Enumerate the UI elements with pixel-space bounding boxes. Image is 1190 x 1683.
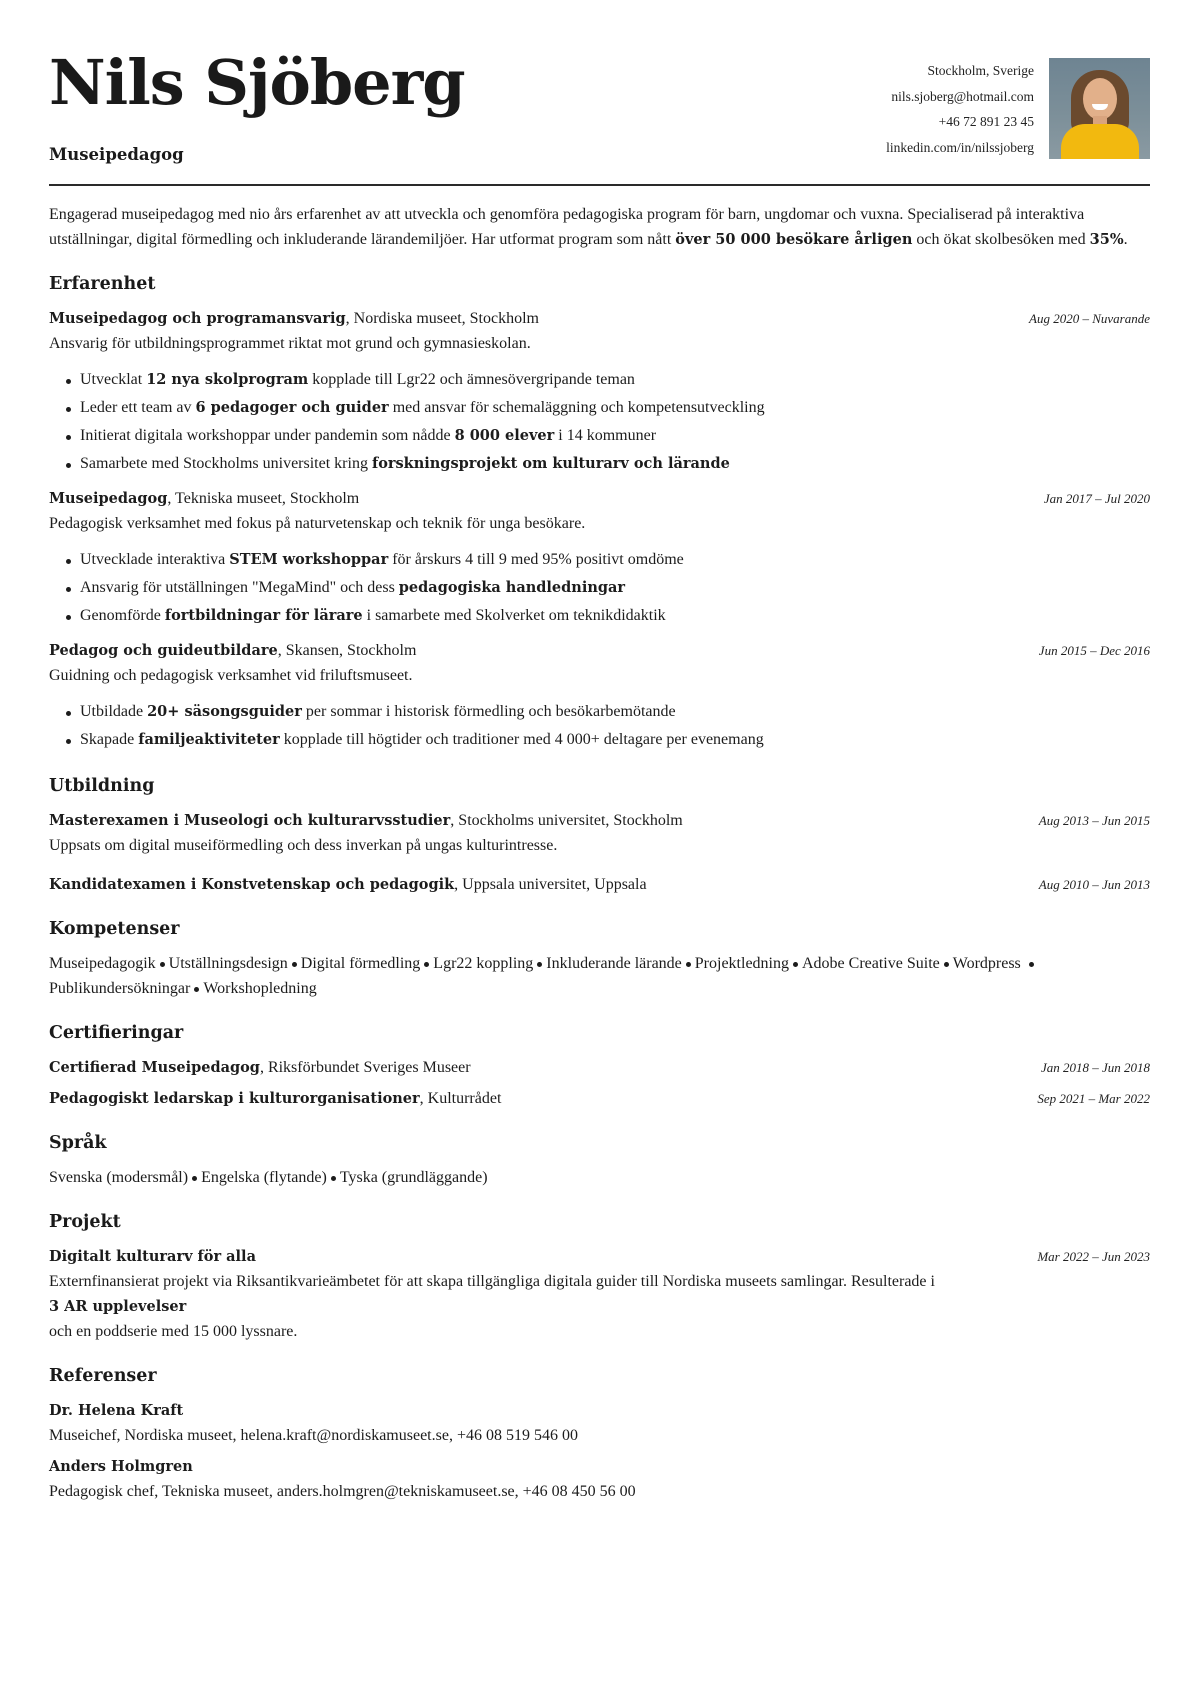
project-title-line	[49, 1244, 256, 1269]
reference-detail: Museichef, Nordiska museet, helena.kraft@nordiskamuseet.se, +46 08 519 546 00	[49, 1427, 578, 1444]
job-role: Museipedagog	[49, 490, 168, 507]
certification-date: Sep 2021 – Mar 2022	[1037, 1091, 1150, 1106]
resume-page	[49, 0, 1150, 1504]
project-date: Mar 2022 – Jun 2023	[1037, 1249, 1150, 1264]
bullet-separator-icon	[944, 962, 949, 967]
project-description-cont: och en poddserie med 15 000 lyssnare.	[49, 1323, 298, 1340]
reference-name: Dr. Helena Kraft	[49, 1402, 184, 1419]
reference-entry	[49, 1398, 1150, 1448]
bullet-separator-icon	[424, 962, 429, 967]
projects-section	[49, 1212, 1150, 1344]
education-date: Aug 2010 – Jun 2013	[1038, 877, 1150, 892]
job-description: Pedagogisk verksamhet med fokus på naturvetenskap och teknik för unga besökare.	[49, 515, 586, 532]
candidate-title: Museipedagog	[49, 145, 184, 164]
skills-section	[49, 919, 1150, 1001]
education-date: Aug 2013 – Jun 2015	[1038, 813, 1150, 828]
certification-date: Jan 2018 – Jun 2018	[1040, 1060, 1150, 1075]
bullet-separator-icon	[686, 962, 691, 967]
contact-location: Stockholm, Sverige	[927, 63, 1034, 78]
skill-item: Adobe Creative Suite	[802, 955, 940, 972]
job-bullets	[49, 366, 1150, 478]
bullet-separator-icon	[192, 1176, 197, 1181]
bullet-separator-icon	[331, 1176, 336, 1181]
education-entry	[49, 808, 1150, 858]
certification-name: Certifierad Museipedagog	[49, 1059, 260, 1076]
skill-item: Utställningsdesign	[168, 955, 288, 972]
project-entry	[49, 1244, 1150, 1344]
skill-item: Workshopledning	[203, 980, 317, 997]
certification-name: Pedagogiskt ledarskap i kulturorganisationer	[49, 1090, 420, 1107]
skill-item: Wordpress	[952, 955, 1021, 972]
bullet-item: Utvecklat 12 nya skolprogram kopplade till Lgr22 och ämnesövergripande teman	[49, 366, 1150, 394]
job-bullets	[49, 546, 1150, 630]
section-heading-languages: Språk	[49, 1133, 107, 1153]
job-bullets	[49, 698, 1150, 754]
job-title-line	[49, 486, 359, 511]
bullet-separator-icon	[160, 962, 165, 967]
job-date: Jun 2015 – Dec 2016	[1038, 643, 1150, 658]
bullet-separator-icon	[793, 962, 798, 967]
skill-item: Lgr22 koppling	[433, 955, 534, 972]
bullet-separator-icon	[194, 987, 199, 992]
job-role: Museipedagog och programansvarig	[49, 310, 346, 327]
education-section	[49, 776, 1150, 897]
job-entry	[49, 306, 1150, 478]
job-description: Guidning och pedagogisk verksamhet vid friluftsmuseet.	[49, 667, 413, 684]
certification-title-line	[49, 1086, 501, 1111]
job-title-line	[49, 306, 539, 331]
certification-title-line	[49, 1055, 471, 1080]
bullet-item: Utvecklade interaktiva STEM workshoppar för årskurs 4 till 9 med 95% positivt omdöme	[49, 546, 1150, 574]
contact-phone: +46 72 891 23 45	[938, 114, 1034, 129]
education-entry	[49, 872, 1150, 897]
profile-photo	[1049, 58, 1150, 159]
section-heading-education: Utbildning	[49, 776, 155, 796]
skill-item: Digital förmedling	[300, 955, 421, 972]
references-section	[49, 1366, 1150, 1504]
summary-highlight: över 50 000 besökare årligen	[675, 231, 913, 248]
job-title-line	[49, 638, 416, 663]
education-title-line	[49, 808, 683, 833]
section-heading-projects: Projekt	[49, 1212, 121, 1232]
language-item: Svenska (modersmål)	[49, 1169, 189, 1186]
language-item: Engelska (flytande)	[201, 1169, 327, 1186]
certification-issuer: , Kulturrådet	[419, 1090, 502, 1107]
bullet-separator-icon	[1029, 962, 1034, 967]
certification-entry	[49, 1055, 1150, 1080]
job-place: , Nordiska museet, Stockholm	[345, 310, 539, 327]
resume-header	[49, 0, 1150, 186]
reference-name: Anders Holmgren	[49, 1458, 193, 1475]
summary-text: .	[1123, 231, 1128, 248]
education-description: Uppsats om digital museiförmedling och dess inverkan på ungas kulturintresse.	[49, 837, 558, 854]
bullet-separator-icon	[292, 962, 297, 967]
contact-linkedin[interactable]: linkedin.com/in/nilssjoberg	[886, 139, 1034, 155]
bullet-item: Initierat digitala workshoppar under pandemin som nådde 8 000 elever i 14 kommuner	[49, 422, 1150, 450]
contact-email[interactable]: nils.sjoberg@hotmail.com	[891, 88, 1034, 104]
bullet-item: Ansvarig för utställningen "MegaMind" och dess pedagogiska handledningar	[49, 574, 1150, 602]
education-title-line	[49, 872, 647, 897]
summary-text: och ökat skolbesöken med	[912, 231, 1090, 248]
skills-list	[49, 951, 1150, 1001]
project-name: Digitalt kulturarv för alla	[49, 1248, 256, 1265]
summary	[49, 202, 1150, 252]
skill-item: Inkluderande lärande	[546, 955, 682, 972]
job-description: Ansvarig för utbildningsprogrammet riktat mot grund och gymnasieskolan.	[49, 335, 531, 352]
skill-item: Publikundersökningar	[49, 980, 191, 997]
reference-detail: Pedagogisk chef, Tekniska museet, anders.holmgren@tekniskamuseet.se, +46 08 450 56 00	[49, 1483, 636, 1500]
summary-highlight: 35%	[1089, 231, 1124, 248]
certifications-section	[49, 1023, 1150, 1111]
bullet-item: Genomförde fortbildningar för lärare i samarbete med Skolverket om teknikdidaktik	[49, 602, 1150, 630]
bullet-item: Samarbete med Stockholms universitet kring forskningsprojekt om kulturarv och lärande	[49, 450, 1150, 478]
skill-item: Projektledning	[694, 955, 789, 972]
school-place: , Stockholms universitet, Stockholm	[450, 812, 683, 829]
degree-name: Kandidatexamen i Konstvetenskap och pedagogik	[49, 876, 455, 893]
job-date: Aug 2020 – Nuvarande	[1029, 311, 1150, 326]
section-heading-references: Referenser	[49, 1366, 157, 1386]
job-place: , Skansen, Stockholm	[277, 642, 417, 659]
bullet-item: Utbildade 20+ säsongsguider per sommar i historisk förmedling och besökarbemötande	[49, 698, 1150, 726]
photo-face-shape	[1083, 78, 1117, 120]
candidate-name: Nils Sjöberg	[49, 46, 465, 119]
certification-entry	[49, 1086, 1150, 1111]
job-date: Jan 2017 – Jul 2020	[1043, 491, 1150, 506]
reference-entry	[49, 1454, 1150, 1504]
section-heading-skills: Kompetenser	[49, 919, 180, 939]
job-entry	[49, 486, 1150, 630]
job-place: , Tekniska museet, Stockholm	[167, 490, 360, 507]
bullet-separator-icon	[537, 962, 542, 967]
languages-section	[49, 1133, 1150, 1190]
section-heading-certifications: Certifieringar	[49, 1023, 184, 1043]
skill-item: Museipedagogik	[49, 955, 156, 972]
bullet-item: Skapade familjeaktiviteter kopplade till högtider och traditioner med 4 000+ deltagare per evenemang	[49, 726, 1150, 754]
job-entry	[49, 638, 1150, 754]
summary-text: Engagerad museipedagog med nio års erfarenhet av att utveckla och genomföra pedagogiska program för barn, ungdomar och vuxna. Specialiserad på interaktiva utställningar, digital förmedling och inkluderande lärandemiljöer. Har utformat program som nått	[49, 206, 1085, 248]
project-description: Externfinansierat projekt via Riksantikvarieämbetet för att skapa tillgängliga digitala guider till Nordiska museets samlingar. Resulterade i	[49, 1273, 935, 1290]
experience-section	[49, 274, 1150, 754]
section-heading-experience: Erfarenhet	[49, 274, 156, 294]
job-role: Pedagog och guideutbildare	[49, 642, 278, 659]
certification-issuer: , Riksförbundet Sveriges Museer	[259, 1059, 471, 1076]
languages-list	[49, 1165, 1150, 1190]
contact-block	[886, 58, 1034, 160]
degree-name: Masterexamen i Museologi och kulturarvsstudier	[49, 812, 451, 829]
language-item: Tyska (grundläggande)	[339, 1169, 488, 1186]
project-highlight: 3 AR upplevelser	[49, 1298, 187, 1315]
photo-shirt-shape	[1061, 124, 1139, 159]
school-place: , Uppsala universitet, Uppsala	[454, 876, 647, 893]
bullet-item: Leder ett team av 6 pedagoger och guider med ansvar för schemaläggning och kompetensutveckling	[49, 394, 1150, 422]
